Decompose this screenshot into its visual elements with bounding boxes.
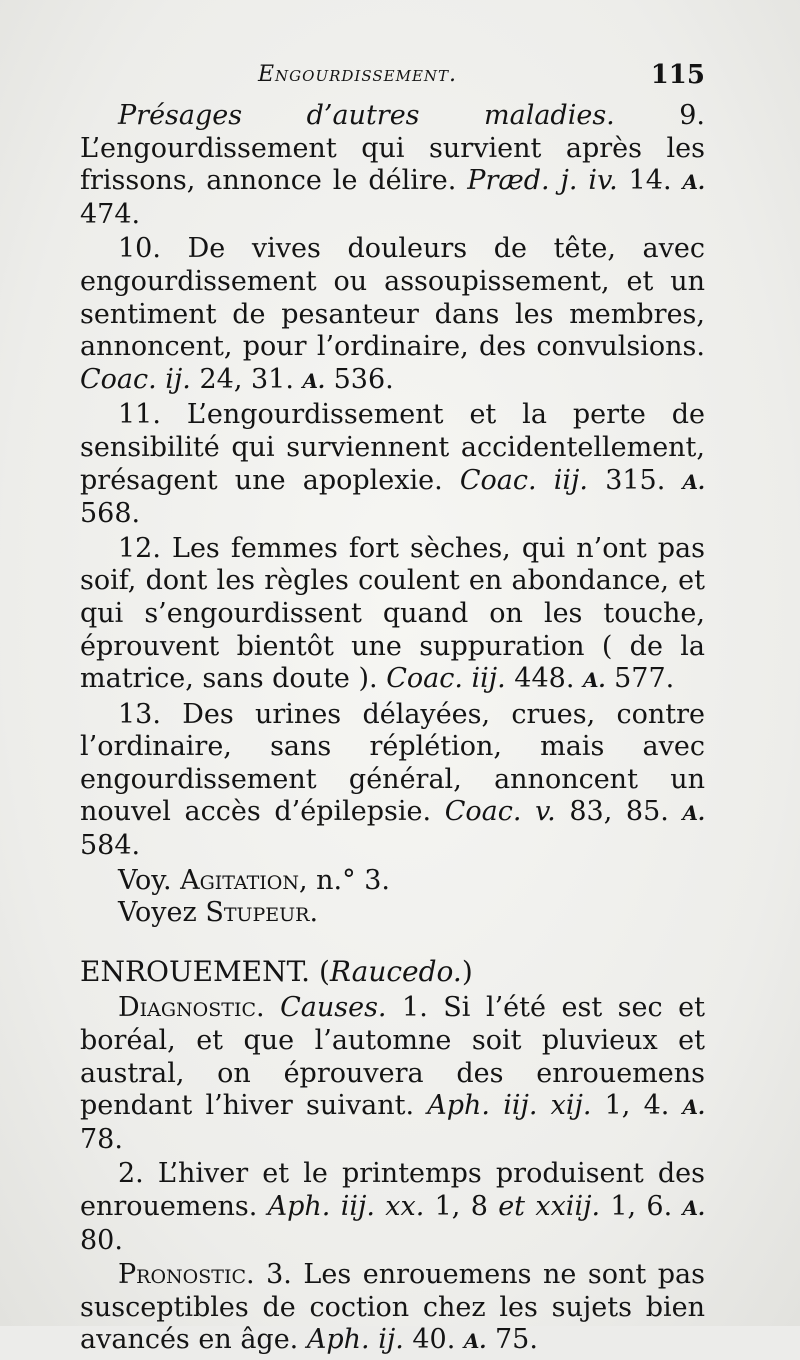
citation: Coac. iij. — [386, 663, 506, 695]
citation-number: 577. — [605, 663, 675, 695]
subsection-label: Causes. — [264, 992, 387, 1024]
entry-heading — [80, 956, 705, 989]
citation: Coac. ij. — [80, 363, 191, 395]
citation: Aph. iij. xij. — [427, 1090, 592, 1122]
cross-reference-term: Stupeur. — [205, 897, 319, 929]
running-head: Engourdissement. — [258, 62, 458, 87]
citation-number: 1, 8 — [424, 1191, 499, 1222]
section-label: Diagnostic. — [118, 992, 265, 1024]
paragraph-text: 12. Les femmes fort sèches, qui n’ont pas soif, dont les règles coulent en abondance, et qui s’engourdissent quand on les touche, éprouvent bientôt une suppuration ( de la matrice, sans doute ). — [80, 532, 705, 695]
citation-number: 584. — [80, 830, 141, 862]
page-header — [80, 58, 705, 98]
citation: Coac. v. — [444, 796, 556, 828]
cross-reference — [80, 865, 705, 898]
cross-reference-prefix: Voy. — [118, 864, 181, 896]
paragraph-text: 1. Si l’été est sec et boréal, et que l’automne soit pluvieux et austral, on éprouvera des enrouemens pendant l’hiver suivant. — [80, 992, 705, 1122]
citation-number: 40. — [403, 1324, 464, 1356]
citation-number: 75. — [486, 1324, 538, 1356]
page-number: 115 — [650, 60, 705, 90]
citation-number: 474. — [80, 198, 141, 230]
citation-number: 80. — [80, 1224, 123, 1256]
citation-a: A. — [682, 801, 705, 826]
entry-heading-latin: Raucedo. — [329, 954, 462, 988]
cross-reference-suffix: , n.° 3. — [299, 864, 390, 896]
citation: Aph. iij. xx. — [267, 1191, 425, 1222]
paragraph-13 — [80, 699, 705, 863]
citation-a: A. — [682, 469, 705, 494]
citation-number: 315. — [588, 464, 683, 496]
pronostic-paragraph-3 — [80, 1259, 705, 1358]
citation-a: A. — [682, 1196, 705, 1220]
paragraph-11 — [80, 399, 705, 530]
diagnostic-paragraph-2 — [80, 1158, 705, 1257]
citation-number: 1, 6. — [600, 1191, 683, 1222]
paragraph-text: 2. L’hiver et le printemps produisent des enrouemens. — [80, 1158, 705, 1222]
citation-number: 536. — [325, 363, 394, 395]
citation-a: A. — [583, 668, 606, 693]
page-body — [80, 100, 705, 1360]
paragraph-text: 11. L’engourdissement et la perte de sensibilité qui surviennent accidentellement, présagent une apoplexie. — [80, 399, 705, 496]
citation-number: 568. — [80, 498, 141, 530]
citation: Coac. iij. — [459, 464, 589, 496]
paragraph-text: 10. De vives douleurs de tête, avec engourdissement ou assoupissement, et un sentiment de pesanteur dans les membres, annoncent, pour l’ordinaire, des convulsions. — [80, 233, 705, 363]
section-label: Pronostic. — [118, 1259, 255, 1291]
paragraph-text: 9. L’engourdissement qui survient après les frissons, annonce le délire. — [80, 100, 705, 197]
cross-reference-prefix: Voyez — [118, 897, 206, 929]
citation-a: A. — [302, 368, 326, 393]
cross-reference — [80, 897, 705, 930]
citation: et xxiij. — [498, 1191, 601, 1222]
citation-number: 78. — [80, 1123, 123, 1155]
citation-number: 83, 85. — [555, 796, 683, 828]
citation-number: 1, 4. — [591, 1090, 683, 1122]
paragraph-9 — [80, 100, 705, 231]
citation-a: A. — [682, 1095, 705, 1120]
citation-a: A. — [463, 1329, 487, 1354]
citation-number: 448. — [505, 663, 584, 695]
citation: Aph. ij. — [306, 1324, 404, 1356]
citation-a: A. — [682, 170, 705, 195]
cross-reference-term: Agitation — [180, 864, 299, 896]
paragraph-lead: Présages d’autres maladies. — [118, 100, 615, 131]
paragraph-12 — [80, 533, 705, 697]
citation: Præd. j. iv. — [467, 165, 618, 197]
diagnostic-paragraph-1 — [80, 992, 705, 1156]
citation-number: 14. — [617, 165, 683, 197]
entry-heading-close: ) — [461, 954, 473, 988]
paragraph-10 — [80, 233, 705, 397]
paragraph-text: 13. Des urines délayées, crues, contre l’ordinaire, sans réplétion, mais avec engourdissement général, annoncent un nouvel accès d’épilepsie. — [80, 698, 705, 828]
entry-heading-main: ENROUEMENT. ( — [80, 954, 330, 988]
citation-number: 24, 31. — [190, 363, 303, 395]
paragraph-text: 3. Les enrouemens ne sont pas susceptibles de coction chez les sujets bien avancés en âge. — [80, 1259, 705, 1356]
